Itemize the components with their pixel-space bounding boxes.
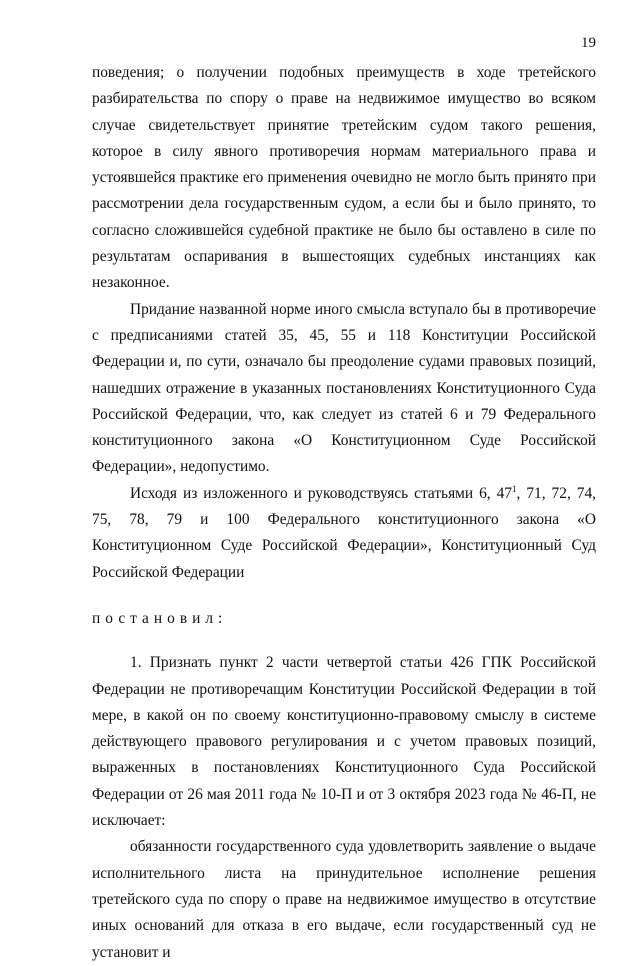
grounds-text-start: Исходя из изложенного и руководствуясь статьями 6, 47 [130, 484, 513, 502]
paragraph-contradiction: Придание названной норме иного смысла вступало бы в противоречие с предписаниями статей 35, 45, 55 и 118 Конституции Российской Федерации и, по сути, означало бы преодоление судами правовых позиций, нашедших отражение в указанных постановлениях Конституционного Суда Российской Федерации, что, как следует из статей 6 и 79 Федерального конституционного закона «О Конституционном Суде Российской Федерации», недопустимо. [92, 300, 596, 476]
article-superscript: 1 [512, 483, 517, 494]
page-number: 19 [581, 35, 596, 51]
grounds-text-end: , 71, 72, 74, 75, 78, 79 и 100 Федерального конституционного закона «О Конституционном Суде Российской Федерации», Конституционный Суд Российской Федерации [92, 484, 596, 581]
paragraph-continuation: поведения; о получении подобных преимуществ в ходе третейского разбирательства по спору о праве на недвижимое имущество во всяком случае свидетельствует принятие третейским судом такого решения, которое в силу явного противоречия нормам материального права и устоявшейся практике его применения очевидно не могло быть принято при рассмотрении дела государственным судом, а если бы и было принято, то согласно сложившейся судебной практике не было бы оставлено в силе по результатам оспаривания в вышестоящих судебных инстанциях как незаконное. [92, 64, 596, 292]
paragraph-obligation: обязанности государственного суда удовлетворить заявление о выдаче исполнительного листа на принудительное исполнение решения третейского суда по спору о праве на недвижимое имущество в отсутствие иных оснований для отказа в его выдаче, если государственный суд не установит и [92, 838, 596, 961]
document-body [92, 60, 596, 966]
paragraph-grounds [92, 481, 596, 586]
resolution-heading: постановил: [92, 609, 228, 627]
paragraph-point-1: 1. Признать пункт 2 части четвертой статьи 426 ГПК Российской Федерации не противоречащим Конституции Российской Федерации в той мере, в какой он по своему конституционно-правовому смыслу в системе действующего правового регулирования и с учетом правовых позиций, выраженных в постановлениях Конституционного Суда Российской Федерации от 26 мая 2011 года № 10-П и от 3 октября 2023 года № 46-П, не исключает: [92, 654, 596, 830]
